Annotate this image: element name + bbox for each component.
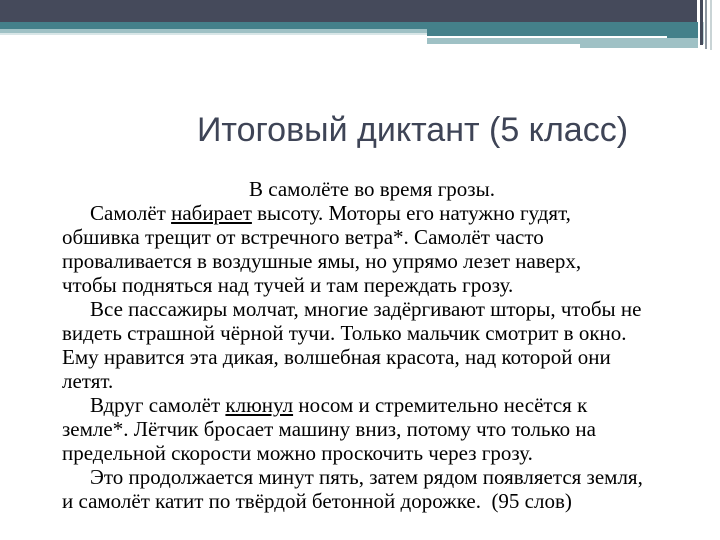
header-band-verylight-left xyxy=(0,33,427,35)
body-line-text: Самолёт xyxy=(90,201,172,225)
body-line xyxy=(62,297,682,321)
body-line xyxy=(62,201,682,225)
body-line xyxy=(62,273,682,297)
body-line-text: высоту. Моторы его натужно гудят, xyxy=(251,201,571,225)
body-line-text: видеть страшной чёрной тучи. Только мальчик смотрит в окно. xyxy=(62,321,627,345)
body-line-text: Это продолжается минут пять, затем рядом появляется земля, xyxy=(90,465,643,489)
body-line xyxy=(62,393,682,417)
body-line-text: проваливается в воздушные ямы, но упрямо лезет наверх, xyxy=(62,249,582,273)
body-line-text: обшивка трещит от встречного ветра*. Самолёт часто xyxy=(62,225,544,249)
body-line xyxy=(62,441,682,465)
slide-title: Итоговый диктант (5 класс) xyxy=(196,111,629,149)
body-line xyxy=(62,177,682,201)
header-band-light-lip xyxy=(580,44,698,48)
header-block-teal-right xyxy=(427,22,698,36)
body-text-block xyxy=(62,177,682,513)
body-line xyxy=(62,345,682,369)
header-vertical-stripe-dark xyxy=(700,0,703,45)
body-line xyxy=(62,465,682,489)
body-line-text: Ему нравится эта дикая, волшебная красота, над которой они xyxy=(62,345,611,369)
body-line-text: летят. xyxy=(62,369,114,393)
header-vertical-stripe-faint xyxy=(710,0,712,50)
body-line-text: Все пассажиры молчат, многие задёргивают шторы, чтобы не xyxy=(90,297,642,321)
header-bar-dark xyxy=(0,0,697,22)
body-line-text: предельной скорости можно проскочить через грозу. xyxy=(62,441,533,465)
body-line-text: чтобы подняться над тучей и там переждать грозу. xyxy=(62,273,514,297)
body-line xyxy=(62,225,682,249)
body-line-text: и самолёт катит по твёрдой бетонной дорожке. (95 слов) xyxy=(62,489,572,513)
body-line xyxy=(62,321,682,345)
underlined-word: клюнул xyxy=(225,393,294,417)
body-line xyxy=(62,369,682,393)
body-line xyxy=(62,417,682,441)
header-band-teal-left xyxy=(0,22,427,29)
header-vertical-stripe-gray xyxy=(705,0,707,49)
body-line-text: носом и стремительно несётся к xyxy=(293,393,588,417)
body-line xyxy=(62,249,682,273)
body-line-text: земле*. Лётчик бросает машину вниз, потому что только на xyxy=(62,417,596,441)
body-line-text: Вдруг самолёт xyxy=(90,393,226,417)
underlined-word: набирает xyxy=(171,201,252,225)
body-line-text: В самолёте во время грозы. xyxy=(249,177,495,201)
body-line xyxy=(62,489,682,513)
